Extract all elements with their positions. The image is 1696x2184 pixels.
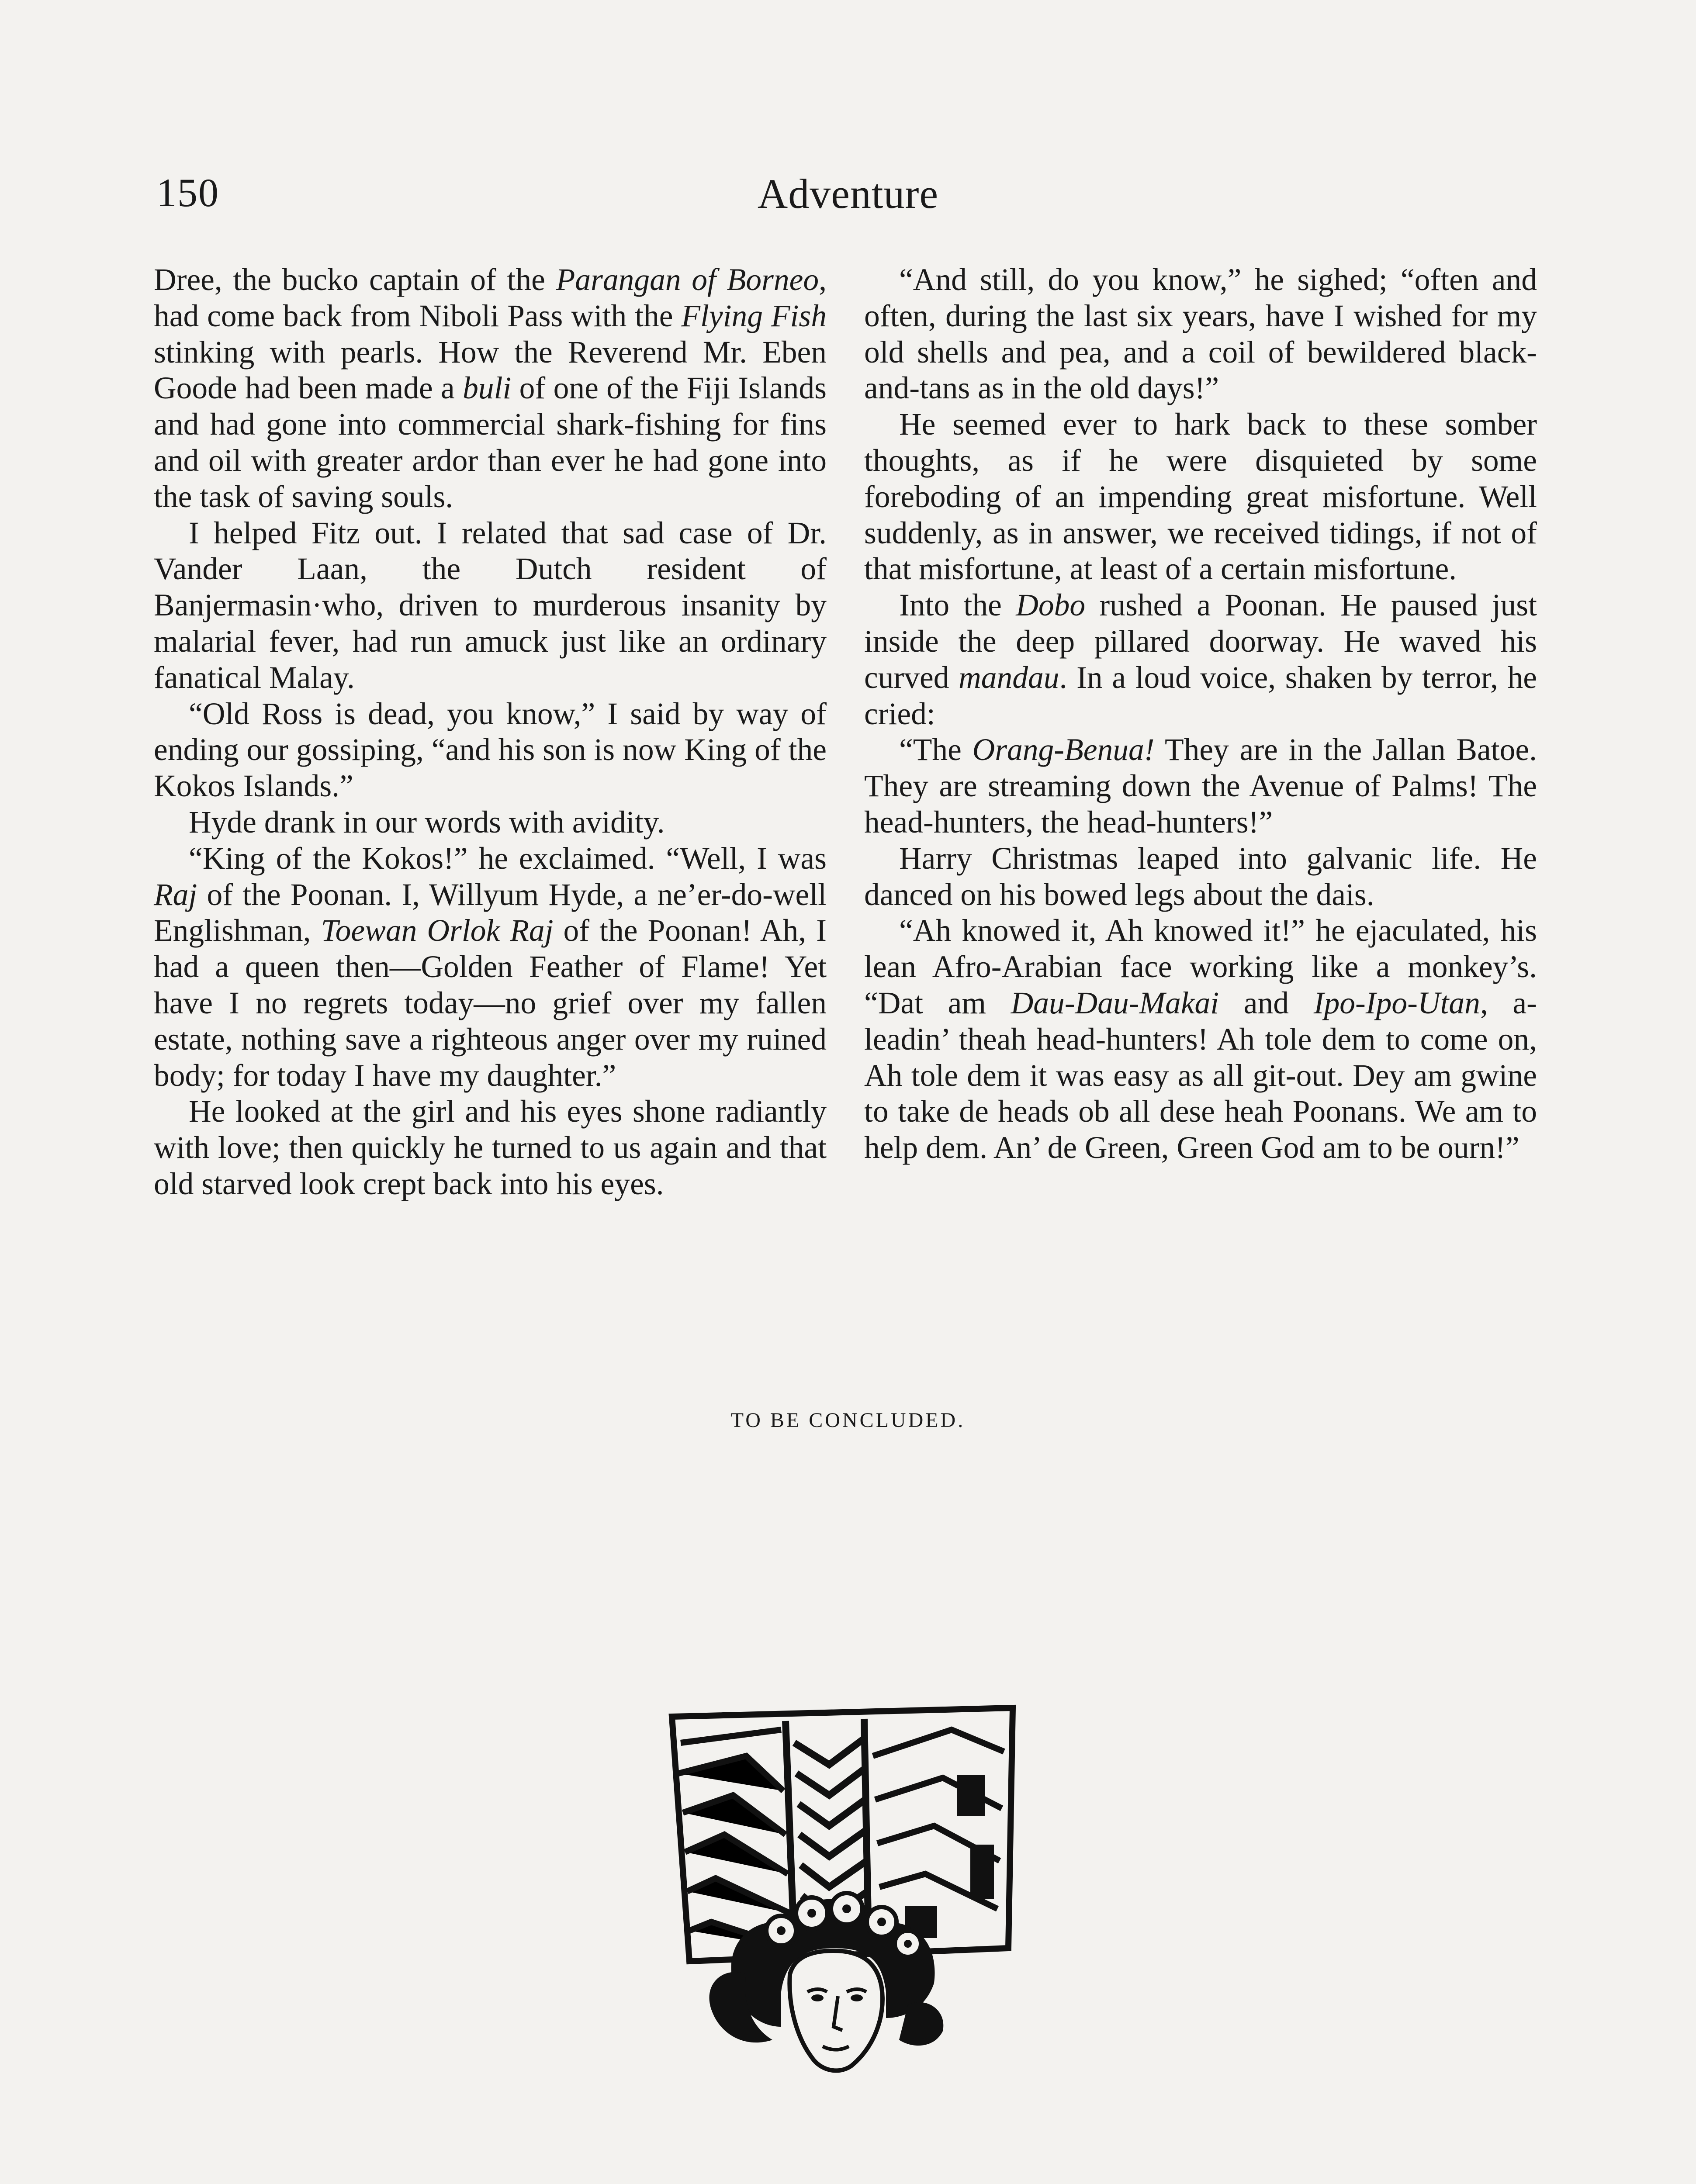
paragraph: Hyde drank in our words with avidity. (189, 805, 665, 840)
running-head-title: Adventure (757, 170, 939, 217)
paragraph: “Ah knowed it, Ah knowed it!” he ejaculated, his lean Afro-Arabian face working like a monkey’s. “Dat am Dau-Dau-Makai and Ipo-Ipo-Utan, a-leadin’ theah head-hunters! Ah tole dem to come on, Ah tole dem it was easy as all git-out. Dey am gwine to take de heads ob all dese heah Poonans. We am to help dem. An’ de Green, Green God am to be ourn!” (864, 913, 1537, 1165)
woman-head-illustration (602, 1704, 1056, 2105)
tailpiece-icon (602, 1704, 1056, 2105)
paragraph: He looked at the girl and his eyes shone radiantly with love; then quickly he turned to us again and that old starved look crept back into his eyes. (154, 1094, 827, 1201)
page-number: 150 (156, 170, 219, 215)
paragraph: Harry Christmas leaped into galvanic life. He danced on his bowed legs about the dais. (864, 841, 1537, 912)
paragraph: I helped Fitz out. I related that sad case of Dr. Vander Laan, the Dutch resident of Banjermasin·who, driven to murderous insanity by malarial fever, had run amuck just like an ordinary fanatical Malay. (154, 515, 827, 695)
paragraph: He seemed ever to hark back to these somber thoughts, as if he were disquieted by some foreboding of an impending great misfortune. Well suddenly, as in answer, we received tidings, if not of that misfortune, at least of a certain misfortune. (864, 407, 1537, 587)
paragraph: “And still, do you know,” he sighed; “often and often, during the last six years, have I wished for my old shells and pea, and a coil of bewildered black-and-tans as in the old days!” (864, 263, 1537, 406)
paragraph: “Old Ross is dead, you know,” I said by way of ending our gossiping, “and his son is now King of the Kokos Islands.” (154, 696, 827, 804)
paragraph: Dree, the bucko captain of the Parangan of Borneo, had come back from Niboli Pass with the Flying Fish stinking with pearls. How the Reverend Mr. Eben Goode had been made a buli of one of the Fiji Islands and had gone into commercial shark-fishing for fins and oil with greater ardor than ever he had gone into the task of saving souls. (154, 263, 827, 514)
right-column (864, 262, 1537, 1166)
paragraph: Into the Dobo rushed a Poonan. He paused just inside the deep pillared doorway. He waved his curved mandau. In a loud voice, shaken by terror, he cried: (864, 588, 1537, 731)
end-note: TO BE CONCLUDED. (730, 1409, 966, 1432)
paragraph: “The Orang-Benua! They are in the Jallan Batoe. They are streaming down the Avenue of Palms! The head-hunters, the head-hunters!” (864, 733, 1537, 840)
paragraph: “King of the Kokos!” he exclaimed. “Well, I was Raj of the Poonan. I, Willyum Hyde, a ne’er-do-well Englishman, Toewan Orlok Raj of the Poonan! Ah, I had a queen then—Golden Feather of Flame! Yet have I no regrets today—no grief over my fallen estate, nothing save a righteous anger over my ruined body; for today I have my daughter.” (154, 841, 827, 1093)
left-column (154, 262, 827, 1203)
